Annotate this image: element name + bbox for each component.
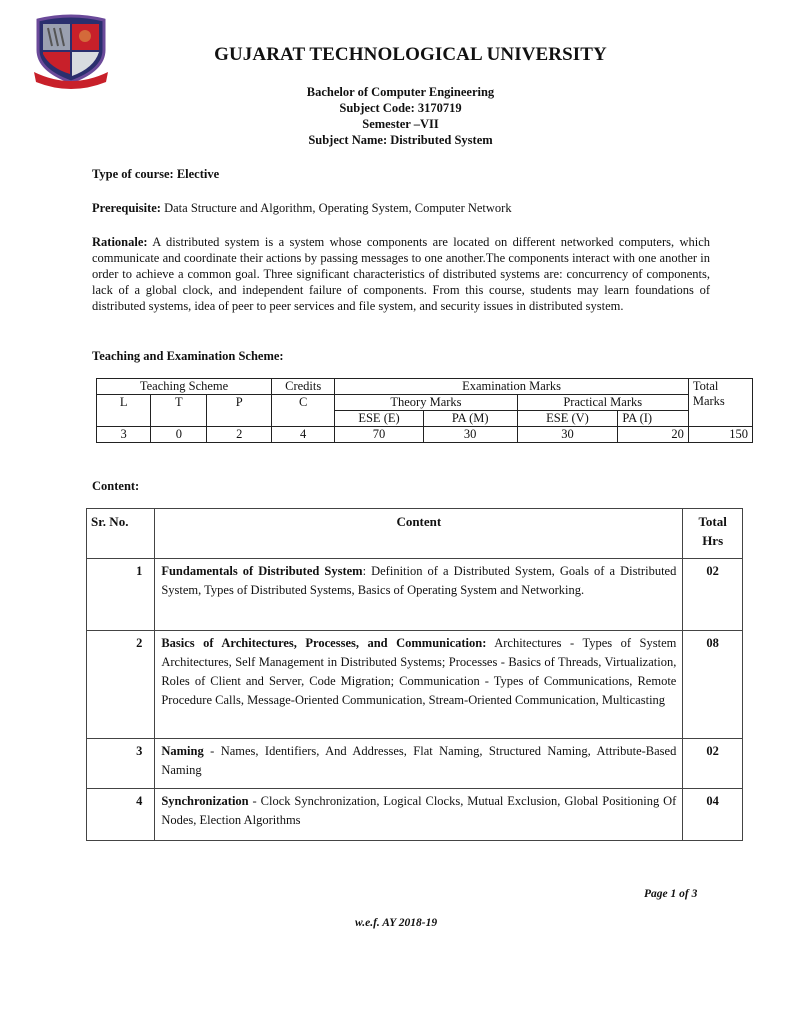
content-cell: Naming - Names, Identifiers, And Addresses, Flat Naming, Structured Naming, Attribute-Based Naming [155, 739, 683, 789]
theory-marks-header: Theory Marks [335, 395, 517, 411]
page-number: Page 1 of 3 [644, 888, 698, 900]
t-value: 0 [151, 427, 207, 443]
practical-marks-header: Practical Marks [517, 395, 688, 411]
course-type [92, 166, 710, 182]
subject-name: Subject Name: Distributed System [308, 133, 493, 147]
p-value: 2 [207, 427, 272, 443]
scheme-heading: Teaching and Examination Scheme: [92, 349, 284, 363]
total-hrs: 04 [683, 789, 743, 841]
teaching-exam-scheme-table [96, 378, 753, 443]
t-header: T [151, 395, 207, 427]
course-type-label: Type of course: [92, 167, 174, 181]
l-header: L [97, 395, 151, 427]
sr-no: 1 [87, 559, 155, 631]
semester: Semester –VII [362, 117, 439, 131]
total-hrs: 02 [683, 739, 743, 789]
c-value: 4 [272, 427, 335, 443]
sr-no: 4 [87, 789, 155, 841]
ese-v-header: ESE (V) [517, 411, 618, 427]
pa-m-header: PA (M) [423, 411, 517, 427]
program-name: Bachelor of Computer Engineering [306, 85, 495, 99]
university-title: GUJARAT TECHNOLOGICAL UNIVERSITY [214, 44, 607, 65]
course-header [0, 84, 791, 148]
course-type-value: Elective [176, 167, 220, 181]
rationale [92, 234, 710, 314]
ese-e-header: ESE (E) [335, 411, 423, 427]
pa-i-value: 20 [618, 427, 689, 443]
rationale-label: Rationale: [92, 235, 148, 249]
content-cell: Synchronization - Clock Synchronization, Logical Clocks, Mutual Exclusion, Global Positioning Of Nodes, Election Algorithms [155, 789, 683, 841]
rationale-text: A distributed system is a system whose components are located on different networked computers, which communicate and coordinate their actions by passing messages to one another.The components interact with one another in order to achieve a common goal. Three significant characteristics of distributed systems are: concurrency of components, lack of a global clock, and independent failure of components. From this course, students may learn foundations of distributed systems, idea of peer to peer services and file system, and security issues in distributed system. [92, 235, 711, 313]
pa-m-value: 30 [423, 427, 517, 443]
sr-no: 3 [87, 739, 155, 789]
exam-marks-header: Examination Marks [335, 379, 689, 395]
content-header: Content [155, 509, 683, 559]
credits-header: Credits [272, 379, 335, 395]
p-header: P [207, 395, 272, 427]
content-header-row [87, 509, 743, 559]
total-hrs-header: Total Hrs [683, 509, 743, 559]
prerequisite-label: Prerequisite: [92, 201, 161, 215]
content-cell: Fundamentals of Distributed System: Definition of a Distributed System, Goals of a Distributed System, Types of Distributed Systems, Basics of Operating System and Networking. [155, 559, 683, 631]
l-value: 3 [97, 427, 151, 443]
content-cell: Basics of Architectures, Processes, and Communication: Architectures - Types of System Architectures, Self Management in Distributed Systems; Processes - Basics of Threads, Virtualization, Roles of Client and Server, Code Migration; Communication - Types of Communications, Remote Procedure Calls, Message-Oriented Communication, Stream-Oriented Communication, Multicasting [155, 631, 683, 739]
sr-no: 2 [87, 631, 155, 739]
prerequisite [92, 200, 710, 216]
ese-v-value: 30 [517, 427, 618, 443]
table-row [87, 631, 743, 739]
content-table [86, 508, 743, 841]
teaching-scheme-header: Teaching Scheme [97, 379, 272, 395]
total-marks-value: 150 [688, 427, 752, 443]
table-row [87, 739, 743, 789]
pa-i-header: PA (I) [618, 411, 689, 427]
total-marks-header: Total Marks [688, 379, 752, 427]
effective-year: w.e.f. AY 2018-19 [355, 917, 438, 929]
prerequisite-value: Data Structure and Algorithm, Operating System, Computer Network [164, 201, 512, 215]
ese-e-value: 70 [335, 427, 423, 443]
table-row [87, 559, 743, 631]
total-hrs: 08 [683, 631, 743, 739]
sr-no-header: Sr. No. [87, 509, 155, 559]
total-hrs: 02 [683, 559, 743, 631]
c-header: C [272, 395, 335, 427]
subject-code: Subject Code: 3170719 [339, 101, 462, 115]
table-row [87, 789, 743, 841]
content-heading: Content: [92, 479, 140, 493]
